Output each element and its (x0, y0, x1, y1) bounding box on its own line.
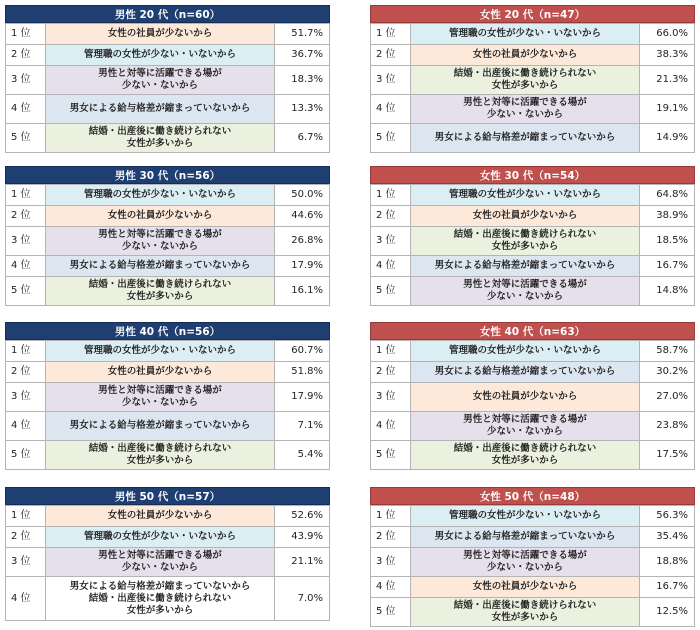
reason-cell: 男女による給与格差が縮まっていないから (46, 256, 275, 277)
reason-cell: 結婚・出産後に働き続けられない 女性が多いから (46, 441, 275, 470)
reason-cell: 男女による給与格差が縮まっていないから 結婚・出産後に働き続けられない 女性が多いから (46, 577, 275, 621)
reason-cell: 男性と対等に活躍できる場が 少ない・ないから (46, 548, 275, 577)
ranking-table (370, 340, 695, 470)
percent-value: 18.3% (275, 66, 330, 95)
rank-label: 2 位 (6, 527, 46, 548)
rank-label: 3 位 (6, 66, 46, 95)
reason-cell: 女性の社員が少ないから (411, 45, 640, 66)
percent-value: 14.9% (640, 124, 695, 153)
reason-cell: 男女による給与格差が縮まっていないから (411, 256, 640, 277)
percent-value: 21.1% (275, 548, 330, 577)
rank-label: 2 位 (371, 362, 411, 383)
table-row (6, 227, 330, 256)
table-row (6, 206, 330, 227)
percent-value: 58.7% (640, 341, 695, 362)
percent-value: 7.0% (275, 577, 330, 621)
table-row (371, 362, 695, 383)
table-row (6, 24, 330, 45)
table-row (371, 506, 695, 527)
panel-header: 女性 40 代（n=63） (370, 322, 695, 340)
table-row (371, 341, 695, 362)
rank-label: 4 位 (371, 95, 411, 124)
reason-cell: 男性と対等に活躍できる場が 少ない・ないから (411, 277, 640, 306)
percent-value: 23.8% (640, 412, 695, 441)
table-row (371, 24, 695, 45)
rank-label: 5 位 (6, 441, 46, 470)
percent-value: 66.0% (640, 24, 695, 45)
table-row (6, 548, 330, 577)
table-row (6, 124, 330, 153)
percent-value: 51.7% (275, 24, 330, 45)
reason-cell: 管理職の女性が少ない・いないから (411, 185, 640, 206)
rank-label: 5 位 (371, 598, 411, 627)
percent-value: 7.1% (275, 412, 330, 441)
reason-cell: 男女による給与格差が縮まっていないから (411, 124, 640, 153)
rank-label: 4 位 (6, 412, 46, 441)
reason-cell: 結婚・出産後に働き続けられない 女性が多いから (411, 227, 640, 256)
percent-value: 35.4% (640, 527, 695, 548)
rank-label: 3 位 (371, 383, 411, 412)
table-row (6, 45, 330, 66)
percent-value: 17.9% (275, 256, 330, 277)
reason-cell: 管理職の女性が少ない・いないから (411, 24, 640, 45)
rank-label: 1 位 (6, 506, 46, 527)
table-row (6, 441, 330, 470)
reason-cell: 男女による給与格差が縮まっていないから (46, 95, 275, 124)
panel-female-20s (370, 5, 695, 153)
rank-label: 1 位 (6, 185, 46, 206)
rank-label: 2 位 (6, 206, 46, 227)
percent-value: 14.8% (640, 277, 695, 306)
table-row (371, 598, 695, 627)
percent-value: 12.5% (640, 598, 695, 627)
percent-value: 18.5% (640, 227, 695, 256)
rank-label: 5 位 (6, 277, 46, 306)
rank-label: 3 位 (6, 548, 46, 577)
percent-value: 64.8% (640, 185, 695, 206)
table-row (6, 341, 330, 362)
table-row (6, 66, 330, 95)
table-row (6, 256, 330, 277)
rank-label: 3 位 (371, 66, 411, 95)
rank-label: 4 位 (371, 412, 411, 441)
percent-value: 21.3% (640, 66, 695, 95)
reason-cell: 結婚・出産後に働き続けられない 女性が多いから (411, 598, 640, 627)
ranking-table (5, 340, 330, 470)
reason-cell: 女性の社員が少ないから (411, 577, 640, 598)
table-row (371, 227, 695, 256)
table-row (6, 412, 330, 441)
reason-cell: 結婚・出産後に働き続けられない 女性が多いから (411, 66, 640, 95)
rank-label: 5 位 (371, 441, 411, 470)
rank-label: 5 位 (371, 124, 411, 153)
reason-cell: 結婚・出産後に働き続けられない 女性が多いから (46, 124, 275, 153)
rank-label: 2 位 (6, 362, 46, 383)
table-row (371, 95, 695, 124)
ranking-table (370, 23, 695, 153)
rank-label: 1 位 (6, 341, 46, 362)
rank-label: 4 位 (371, 256, 411, 277)
panel-female-30s (370, 166, 695, 306)
percent-value: 18.8% (640, 548, 695, 577)
reason-cell: 男女による給与格差が縮まっていないから (46, 412, 275, 441)
percent-value: 5.4% (275, 441, 330, 470)
rank-label: 1 位 (6, 24, 46, 45)
rank-label: 1 位 (371, 24, 411, 45)
ranking-table (5, 23, 330, 153)
reason-cell: 男性と対等に活躍できる場が 少ない・ないから (46, 66, 275, 95)
panel-header: 男性 20 代（n=60） (5, 5, 330, 23)
panel-header: 女性 20 代（n=47） (370, 5, 695, 23)
table-row (371, 412, 695, 441)
reason-cell: 男性と対等に活躍できる場が 少ない・ないから (46, 383, 275, 412)
percent-value: 43.9% (275, 527, 330, 548)
percent-value: 26.8% (275, 227, 330, 256)
table-row (371, 548, 695, 577)
reason-cell: 女性の社員が少ないから (411, 206, 640, 227)
reason-cell: 女性の社員が少ないから (411, 383, 640, 412)
table-row (371, 256, 695, 277)
percent-value: 16.7% (640, 577, 695, 598)
reason-cell: 女性の社員が少ないから (46, 506, 275, 527)
panel-female-40s (370, 322, 695, 470)
table-row (6, 527, 330, 548)
percent-value: 38.9% (640, 206, 695, 227)
reason-cell: 男性と対等に活躍できる場が 少ない・ないから (411, 412, 640, 441)
percent-value: 16.1% (275, 277, 330, 306)
rank-label: 4 位 (6, 256, 46, 277)
percent-value: 52.6% (275, 506, 330, 527)
rank-label: 4 位 (371, 577, 411, 598)
percent-value: 51.8% (275, 362, 330, 383)
table-row (371, 277, 695, 306)
percent-value: 13.3% (275, 95, 330, 124)
percent-value: 50.0% (275, 185, 330, 206)
rank-label: 2 位 (371, 206, 411, 227)
percent-value: 44.6% (275, 206, 330, 227)
reason-cell: 結婚・出産後に働き続けられない 女性が多いから (46, 277, 275, 306)
reason-cell: 管理職の女性が少ない・いないから (46, 527, 275, 548)
rank-label: 2 位 (6, 45, 46, 66)
table-row (371, 206, 695, 227)
percent-value: 6.7% (275, 124, 330, 153)
ranking-table (370, 184, 695, 306)
rank-label: 3 位 (371, 227, 411, 256)
rank-label: 1 位 (371, 506, 411, 527)
panel-header: 男性 40 代（n=56） (5, 322, 330, 340)
reason-cell: 管理職の女性が少ない・いないから (46, 45, 275, 66)
panel-male-50s (5, 487, 330, 621)
percent-value: 60.7% (275, 341, 330, 362)
percent-value: 19.1% (640, 95, 695, 124)
reason-cell: 女性の社員が少ないから (46, 362, 275, 383)
table-row (6, 185, 330, 206)
table-row (371, 66, 695, 95)
rank-label: 4 位 (6, 95, 46, 124)
ranking-table (5, 184, 330, 306)
reason-cell: 管理職の女性が少ない・いないから (46, 185, 275, 206)
percent-value: 17.9% (275, 383, 330, 412)
panel-male-20s (5, 5, 330, 153)
reason-cell: 男女による給与格差が縮まっていないから (411, 362, 640, 383)
panel-header: 男性 30 代（n=56） (5, 166, 330, 184)
table-row (371, 383, 695, 412)
reason-cell: 管理職の女性が少ない・いないから (411, 341, 640, 362)
reason-cell: 管理職の女性が少ない・いないから (46, 341, 275, 362)
rank-label: 5 位 (371, 277, 411, 306)
rank-label: 3 位 (371, 548, 411, 577)
ranking-table (5, 505, 330, 621)
panel-header: 女性 50 代（n=48） (370, 487, 695, 505)
reason-cell: 女性の社員が少ないから (46, 24, 275, 45)
table-row (371, 527, 695, 548)
table-row (371, 577, 695, 598)
percent-value: 27.0% (640, 383, 695, 412)
table-row (6, 383, 330, 412)
rank-label: 1 位 (371, 185, 411, 206)
table-row (6, 277, 330, 306)
reason-cell: 男性と対等に活躍できる場が 少ない・ないから (411, 548, 640, 577)
reason-cell: 男性と対等に活躍できる場が 少ない・ないから (46, 227, 275, 256)
panel-male-30s (5, 166, 330, 306)
percent-value: 17.5% (640, 441, 695, 470)
rank-label: 3 位 (6, 227, 46, 256)
panel-female-50s (370, 487, 695, 627)
rank-label: 1 位 (371, 341, 411, 362)
ranking-table (370, 505, 695, 627)
percent-value: 38.3% (640, 45, 695, 66)
table-row (371, 185, 695, 206)
table-row (6, 577, 330, 621)
reason-cell: 管理職の女性が少ない・いないから (411, 506, 640, 527)
table-row (6, 95, 330, 124)
reason-cell: 男性と対等に活躍できる場が 少ない・ないから (411, 95, 640, 124)
table-row (6, 506, 330, 527)
percent-value: 56.3% (640, 506, 695, 527)
reason-cell: 男女による給与格差が縮まっていないから (411, 527, 640, 548)
reason-cell: 女性の社員が少ないから (46, 206, 275, 227)
rank-label: 2 位 (371, 45, 411, 66)
table-row (371, 441, 695, 470)
panel-header: 女性 30 代（n=54） (370, 166, 695, 184)
table-row (371, 124, 695, 153)
table-row (6, 362, 330, 383)
rank-label: 3 位 (6, 383, 46, 412)
percent-value: 30.2% (640, 362, 695, 383)
rank-label: 4 位 (6, 577, 46, 621)
percent-value: 36.7% (275, 45, 330, 66)
rank-label: 2 位 (371, 527, 411, 548)
percent-value: 16.7% (640, 256, 695, 277)
table-row (371, 45, 695, 66)
panel-header: 男性 50 代（n=57） (5, 487, 330, 505)
rank-label: 5 位 (6, 124, 46, 153)
reason-cell: 結婚・出産後に働き続けられない 女性が多いから (411, 441, 640, 470)
panel-male-40s (5, 322, 330, 470)
